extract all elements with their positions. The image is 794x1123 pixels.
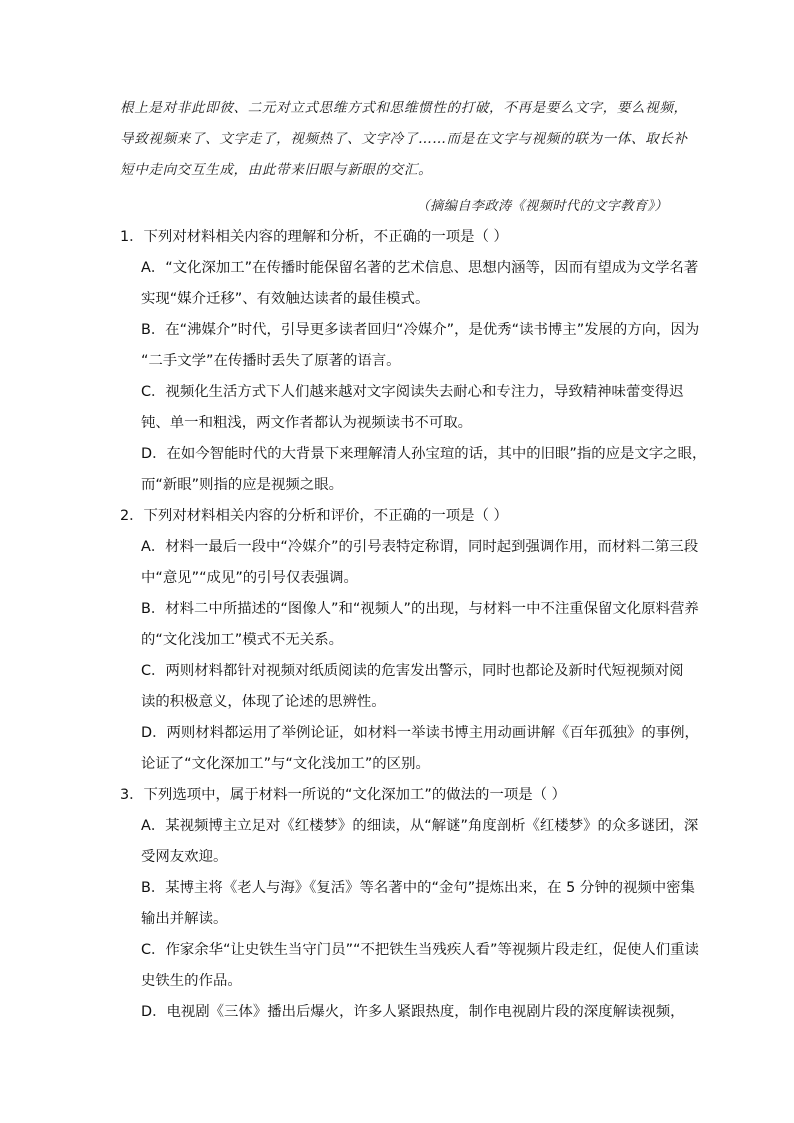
option-line: 史铁生的作品。	[141, 973, 242, 989]
option-line: 读的积极意义，体现了论述的思辨性。	[141, 694, 386, 710]
option-line: C．视频化生活方式下人们越来越对文字阅读失去耐心和专注力，导致精神味蕾变得迟	[141, 384, 684, 400]
option-line: A．“文化深加工”在传播时能保留名著的艺术信息、思想内涵等，因而有望成为文学名著	[141, 260, 699, 276]
option-c[interactable]	[120, 935, 699, 997]
passage-line: 短中走向交互生成，由此带来旧眼与新眼的交汇。	[120, 162, 433, 178]
question-stem: 1．下列对材料相关内容的理解和分析，不正确的一项是（ ）	[120, 229, 508, 245]
option-a[interactable]	[120, 811, 699, 873]
option-line: D．电视剧《三体》播出后爆火，许多人紧跟热度，制作电视剧片段的深度解读视频，	[141, 1004, 685, 1020]
option-c[interactable]	[120, 377, 690, 439]
option-b[interactable]	[120, 873, 695, 935]
question-list	[120, 222, 707, 1028]
option-d[interactable]	[120, 997, 690, 1028]
question-stem: 3．下列选项中，属于材料一所说的“文化深加工”的做法的一项是（ ）	[120, 787, 566, 803]
option-line: 的“文化浅加工”模式不无关系。	[141, 632, 343, 648]
question-3	[120, 780, 699, 1028]
option-d[interactable]	[120, 439, 707, 501]
option-line: C．作家余华“让史铁生当守门员”“不把铁生当残疾人看”等视频片段走红，促使人们重读	[141, 942, 699, 958]
option-line: 实现“媒介迁移”、有效触达读者的最佳模式。	[141, 291, 430, 307]
option-line: 受网友欢迎。	[141, 849, 228, 865]
option-line: B．某博主将《老人与海》《复活》等名著中的“金句”提炼出来，在 5 分钟的视频中密集	[141, 880, 695, 896]
question-2	[120, 501, 699, 780]
option-line: D．在如今智能时代的大背景下来理解清人孙宝瑄的话，其中的旧眼”指的应是文字之眼，	[141, 446, 707, 462]
option-a[interactable]	[120, 253, 699, 315]
option-line: 输出并解读。	[141, 911, 228, 927]
option-d[interactable]	[120, 718, 699, 780]
option-line: 论证了“文化深加工”与“文化浅加工”的区别。	[141, 756, 430, 772]
option-line: 中“意见”“成见”的引号仅表强调。	[141, 570, 358, 586]
passage-excerpt	[120, 93, 688, 186]
option-line: A．材料一最后一段中“冷媒介”的引号表特定称谓，同时起到强调作用，而材料二第三段	[141, 539, 699, 555]
option-line: B．材料二中所描述的“图像人”和“视频人”的出现，与材料一中不注重保留文化原料营养	[141, 601, 699, 617]
option-line: B．在“沸媒介”时代，引导更多读者回归“冷媒介”，是优秀“读书博主”发展的方向，因为	[141, 322, 700, 338]
option-line: C．两则材料都针对视频对纸质阅读的危害发出警示，同时也都论及新时代短视频对阅	[141, 663, 684, 679]
question-stem: 2．下列对材料相关内容的分析和评价，不正确的一项是（ ）	[120, 508, 508, 524]
option-line: A．某视频博主立足对《红楼梦》的细读，从“解谜”角度剖析《红楼梦》的众多谜团，深	[141, 818, 699, 834]
passage-line: 根上是对非此即彼、二元对立式思维方式和思维惯性的打破，不再是要么文字，要么视频，	[120, 100, 688, 116]
option-a[interactable]	[120, 532, 699, 594]
option-c[interactable]	[120, 656, 690, 718]
option-b[interactable]	[120, 594, 699, 656]
option-b[interactable]	[120, 315, 700, 377]
passage-line: 导致视频来了、文字走了，视频热了、文字冷了……而是在文字与视频的联为一体、取长补	[120, 131, 688, 147]
option-line: D．两则材料都运用了举例论证，如材料一举读书博主用动画讲解《百年孤独》的事例，	[141, 725, 699, 741]
question-1	[120, 222, 707, 501]
option-line: 而“新眼”则指的应是视频之眼。	[141, 477, 343, 493]
option-line: 钝、单一和粗浅，两文作者都认为视频读书不可取。	[141, 415, 472, 431]
passage-source: （摘编自李政涛《视频时代的文字教育》）	[416, 199, 668, 214]
option-line: “二手文学”在传播时丢失了原著的语言。	[141, 353, 401, 369]
